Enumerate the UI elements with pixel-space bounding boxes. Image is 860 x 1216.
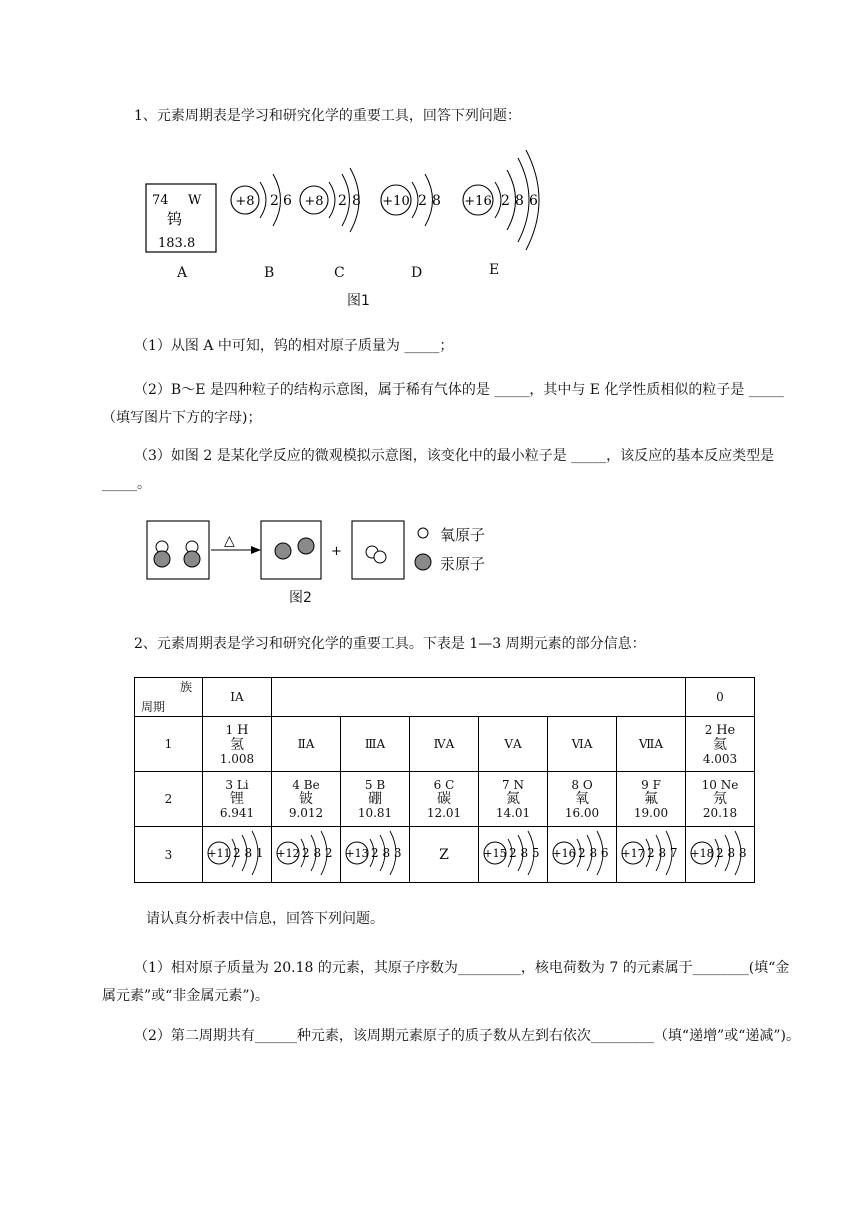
question-1-sub-3: （3）如图 2 是某化学反应的微观模拟示意图，该变化中的最小粒子是 _____，该反应的基本反应类型是 _____。 [102, 448, 775, 492]
figure-1-caption: 图1 [347, 293, 370, 309]
question-2-sub-2: （2）第二周期共有______种元素，该周期元素原子的质子数从左到右依次_________（填“递增”或“递减”)。 [134, 1028, 800, 1044]
question-1-sub-1: （1）从图 A 中可知，钨的相对原子质量为 _____； [134, 338, 454, 354]
card-symbol: W [188, 193, 202, 208]
atom-diagram-c [300, 168, 361, 232]
figure-2-caption: 图2 [289, 590, 312, 606]
element-cell-he: 2 He 氦 4.003 [686, 717, 755, 772]
question-2-instruction: 请认真分析表中信息，回答下列问题。 [146, 911, 384, 927]
period-2-label: 2 [135, 772, 203, 827]
svg-text:6: 6 [283, 193, 292, 209]
svg-text:2 8 1: 2 8 1 [233, 846, 264, 860]
atom-cell-17 [617, 827, 686, 883]
mercury-atom [298, 538, 314, 554]
element-cell-n: 7 N 氮 14.01 [479, 772, 548, 827]
svg-text:+16: +16 [464, 194, 492, 209]
element-cell-li: 3 Li 锂 6.941 [203, 772, 272, 827]
atom-cell-16 [548, 827, 617, 883]
element-cell-h: 1 H 氢 1.008 [203, 717, 272, 772]
card-number: 74 [152, 193, 169, 208]
plus-sign: + [331, 544, 342, 559]
atom-cell-18 [686, 827, 755, 883]
svg-text:+15: +15 [483, 847, 507, 860]
periodic-table [134, 677, 755, 883]
label-c: C [334, 265, 345, 281]
question-1-title: 1、元素周期表是学习和研究化学的重要工具，回答下列问题： [134, 108, 521, 124]
svg-text:8: 8 [432, 193, 441, 209]
element-cell-be: 4 Be 铍 9.012 [272, 772, 341, 827]
group-ia-header: ⅠA [203, 678, 272, 717]
element-cell-ne: 10 Ne 氖 20.18 [686, 772, 755, 827]
element-cell-c: 6 C 碳 12.01 [410, 772, 479, 827]
element-cell-f: 9 F 氟 19.00 [617, 772, 686, 827]
atom-cell-13 [341, 827, 410, 883]
svg-text:+12: +12 [276, 847, 300, 860]
mercury-atom [154, 551, 170, 567]
element-cell-o: 8 O 氧 16.00 [548, 772, 617, 827]
group-blank-header [272, 678, 686, 717]
svg-text:+8: +8 [304, 194, 324, 209]
svg-text:+10: +10 [382, 194, 410, 209]
svg-text:2 8 8: 2 8 8 [716, 846, 747, 860]
label-a: A [177, 265, 188, 281]
period-1-label: 1 [135, 717, 203, 772]
svg-text:2: 2 [501, 193, 510, 209]
group-iiia-label: ⅢA [341, 717, 410, 772]
svg-text:+11: +11 [207, 847, 231, 860]
heat-symbol: △ [224, 533, 235, 549]
group-viia-label: ⅦA [617, 717, 686, 772]
legend-mercury-icon [415, 554, 431, 570]
period-3-row [135, 827, 755, 883]
atom-diagram-d [381, 174, 441, 226]
group-iia-label: ⅡA [272, 717, 341, 772]
legend-oxygen-label: 氧原子 [440, 526, 486, 544]
svg-text:6: 6 [529, 193, 538, 209]
period-2-row [135, 772, 755, 827]
corner-header: 族 周期 [135, 678, 203, 717]
element-card-tungsten [146, 184, 216, 252]
svg-text:+8: +8 [235, 194, 255, 209]
legend-oxygen-icon [418, 528, 428, 538]
svg-text:8: 8 [515, 193, 524, 209]
mercury-atom [184, 551, 200, 567]
card-mass: 183.8 [158, 236, 196, 251]
question-2-sub-1: （1）相对原子质量为 20.18 的元素，其原子序数为_________，核电荷数为 7 的元素属于________(填“金属元素”或“非金属元素”)。 [102, 960, 790, 1004]
svg-text:2: 2 [338, 193, 347, 209]
label-d: D [411, 265, 423, 281]
mercury-atom [275, 543, 291, 559]
element-cell-b: 5 B 硼 10.81 [341, 772, 410, 827]
svg-text:2 8 5: 2 8 5 [509, 846, 540, 860]
svg-text:+16: +16 [552, 847, 576, 860]
unknown-element-z: Z [410, 827, 479, 883]
label-e: E [489, 262, 500, 278]
svg-text:+18: +18 [690, 847, 714, 860]
question-1-sub-2: （2）B～E 是四种粒子的结构示意图，属于稀有气体的是 _____，其中与 E 化学性质相似的粒子是 _____（填写图片下方的字母)； [102, 382, 784, 426]
group-va-label: ⅤA [479, 717, 548, 772]
oxygen-atom [374, 551, 386, 563]
svg-text:2 8 6: 2 8 6 [578, 846, 609, 860]
atom-cell-12 [272, 827, 341, 883]
label-b: B [264, 265, 275, 281]
svg-text:2 8 2: 2 8 2 [302, 846, 333, 860]
legend-mercury-label: 汞原子 [440, 555, 486, 573]
atom-diagram-e [463, 150, 539, 250]
group-iva-label: ⅣA [410, 717, 479, 772]
atom-cell-15 [479, 827, 548, 883]
question-2-title: 2、元素周期表是学习和研究化学的重要工具。下表是 1—3 周期元素的部分信息： [134, 636, 646, 652]
svg-text:2: 2 [270, 193, 279, 209]
atom-diagram-b [231, 174, 292, 226]
group-0-header: 0 [686, 678, 755, 717]
period-3-label: 3 [135, 827, 203, 883]
svg-text:+13: +13 [345, 847, 369, 860]
svg-text:2: 2 [418, 193, 427, 209]
card-name: 钨 [167, 210, 183, 228]
svg-text:+17: +17 [621, 847, 645, 860]
figure-1 [140, 150, 560, 260]
svg-text:8: 8 [352, 193, 361, 209]
svg-text:2 8 3: 2 8 3 [371, 846, 402, 860]
atom-cell-11 [203, 827, 272, 883]
svg-text:2 8 7: 2 8 7 [647, 846, 678, 860]
group-via-label: ⅥA [548, 717, 617, 772]
